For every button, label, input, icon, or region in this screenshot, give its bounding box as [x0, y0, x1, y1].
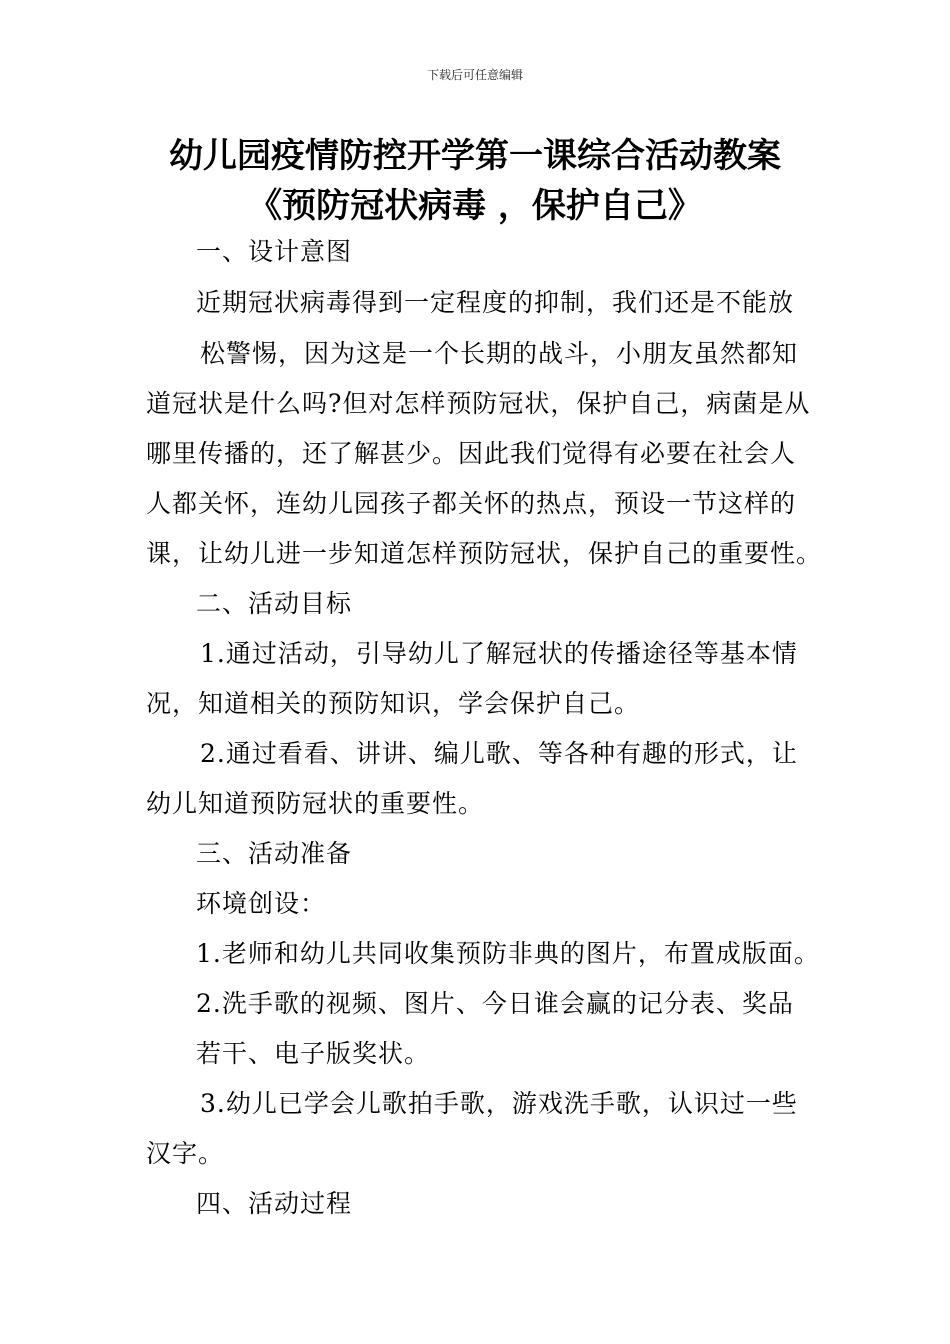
paragraph-line: 课，让幼儿进一步知道怎样预防冠状，保护自己的重要性。	[146, 539, 823, 568]
header-note: 下载后可任意编辑	[426, 68, 523, 82]
paragraph-line: 1.通过活动，引导幼儿了解冠状的传播途径等基本情	[200, 639, 798, 668]
paragraph-line: 2.通过看看、讲讲、编儿歌、等各种有趣的形式，让	[200, 739, 798, 768]
paragraph-line: 若干、电子版奖状。	[196, 1039, 431, 1068]
paragraph-line: 幼儿知道预防冠状的重要性。	[146, 789, 485, 818]
paragraph-line: 况，知道相关的预防知识，学会保护自己。	[146, 689, 641, 718]
document-title-line-2: 《预防冠状病毒 ，保护自己》	[248, 186, 702, 226]
paragraph-line: 松警惕，因为这是一个长期的战斗，小朋友虽然都知	[200, 339, 799, 368]
paragraph-line: 1.老师和幼儿共同收集预防非典的图片，布置成版面。	[196, 939, 820, 968]
paragraph-line: 近期冠状病毒得到一定程度的抑制，我们还是不能放	[196, 288, 795, 317]
paragraph-line: 道冠状是什么吗?但对怎样预防冠状，保护自己，病菌是从	[146, 389, 811, 418]
document-title-line-1: 幼儿园疫情防控开学第一课综合活动教案	[169, 136, 781, 176]
paragraph-line: 人都关怀，连幼儿园孩子都关怀的热点，预设一节这样的	[146, 489, 797, 518]
section-heading-activity-goals: 二、活动目标	[196, 589, 353, 618]
section-heading-activity-process: 四、活动过程	[196, 1189, 353, 1218]
paragraph-line: 2.洗手歌的视频、图片、今日谁会赢的记分表、奖品	[196, 989, 794, 1018]
section-heading-activity-preparation: 三、活动准备	[196, 839, 353, 868]
paragraph-line: 哪里传播的，还了解甚少。因此我们觉得有必要在社会人	[146, 439, 797, 468]
paragraph-line: 环境创设：	[196, 889, 327, 918]
paragraph-line: 汉字。	[146, 1139, 225, 1168]
paragraph-line: 3.幼儿已学会儿歌拍手歌，游戏洗手歌，认识过一些	[200, 1089, 798, 1118]
section-heading-design-intent: 一、设计意图	[196, 237, 353, 266]
